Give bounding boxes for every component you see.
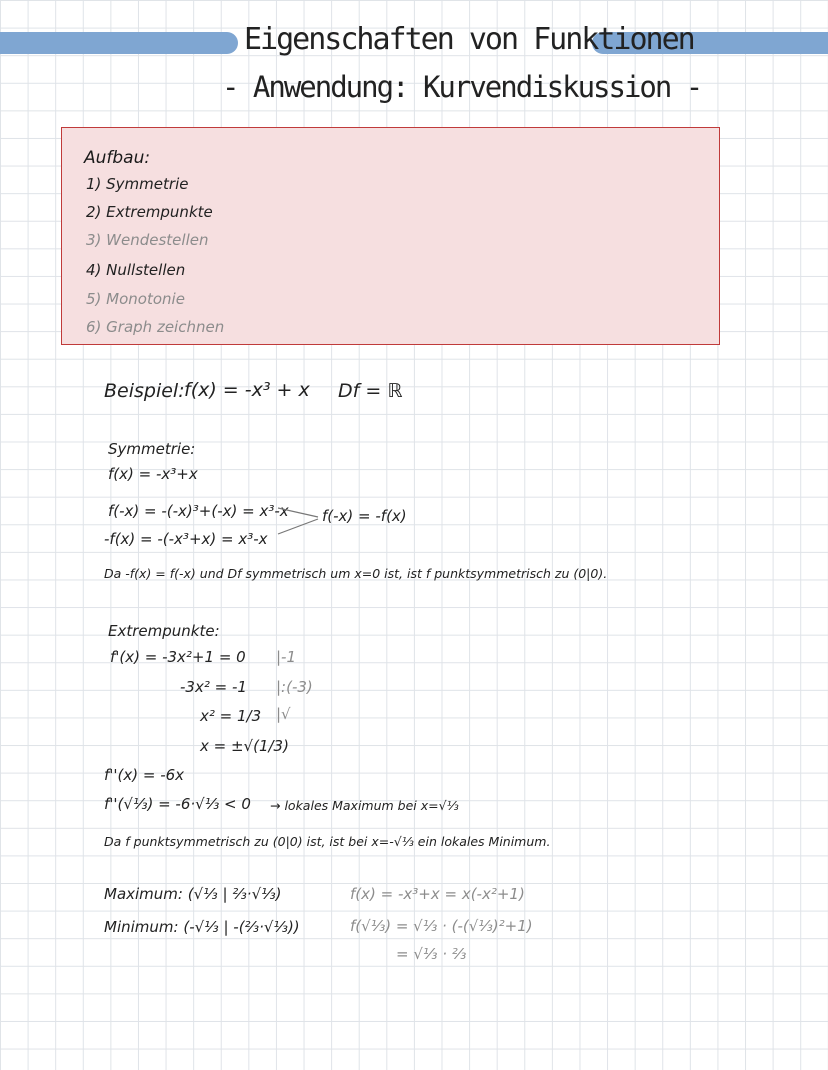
symmetrie-conclusion: Da -f(x) = f(-x) und Df symmetrisch um x=0 ist, ist f punktsymmetrisch zu (0|0). — [104, 566, 608, 581]
nebenrechnung-line-3: = √⅓ · ⅔ — [396, 945, 467, 963]
aufbau-label: Aufbau: — [84, 148, 151, 168]
symmetrie-line-1: f(x) = -x³+x — [108, 465, 198, 483]
beispiel-label: Beispiel: — [104, 380, 185, 402]
maximum-result: Maximum: (√⅓ | ⅔·√⅓) — [104, 885, 282, 903]
minimum-result: Minimum: (-√⅓ | -(⅔·√⅓)) — [104, 918, 300, 936]
beispiel-domain: Df = ℝ — [338, 380, 403, 402]
operation-2: |:(-3) — [276, 678, 313, 696]
extrempunkte-conclusion: Da f punktsymmetrisch zu (0|0) ist, ist bei x=-√⅓ ein lokales Minimum. — [104, 834, 551, 849]
page-title: Eigenschaften von Funktionen — [244, 22, 694, 57]
derivative-equation: f'(x) = -3x²+1 = 0 — [110, 648, 246, 666]
extrempunkte-heading: Extrempunkte: — [108, 622, 220, 640]
equation-4: x = ±√(1/3) — [200, 737, 289, 755]
maximum-note: → lokales Maximum bei x=√⅓ — [270, 798, 459, 813]
aufbau-step-5: 5) Monotonie — [86, 290, 185, 308]
page-subtitle: - Anwendung: Kurvendiskussion - — [222, 70, 702, 104]
aufbau-step-3: 3) Wendestellen — [86, 231, 209, 249]
symmetrie-line-2: f(-x) = -(-x)³+(-x) = x³-x — [108, 502, 289, 520]
nebenrechnung-line-2: f(√⅓) = √⅓ · (-(√⅓)²+1) — [350, 917, 533, 935]
symmetrie-result: f(-x) = -f(x) — [322, 507, 407, 525]
second-derivative: f''(x) = -6x — [104, 766, 185, 784]
symmetrie-heading: Symmetrie: — [108, 440, 196, 458]
aufbau-step-1: 1) Symmetrie — [86, 175, 189, 193]
symmetrie-line-3: -f(x) = -(-x³+x) = x³-x — [104, 530, 268, 548]
equation-2: -3x² = -1 — [180, 678, 247, 696]
equation-3: x² = 1/3 — [200, 707, 262, 725]
second-derivative-check: f''(√⅓) = -6·√⅓ < 0 — [104, 795, 251, 813]
aufbau-step-4: 4) Nullstellen — [86, 261, 186, 279]
operation-1: |-1 — [276, 648, 297, 666]
beispiel-function: f(x) = -x³ + x — [184, 379, 310, 401]
nebenrechnung-line-1: f(x) = -x³+x = x(-x²+1) — [350, 885, 525, 903]
operation-3: |√ — [276, 705, 291, 723]
aufbau-step-2: 2) Extrempunkte — [86, 203, 213, 221]
aufbau-step-6: 6) Graph zeichnen — [86, 318, 225, 336]
